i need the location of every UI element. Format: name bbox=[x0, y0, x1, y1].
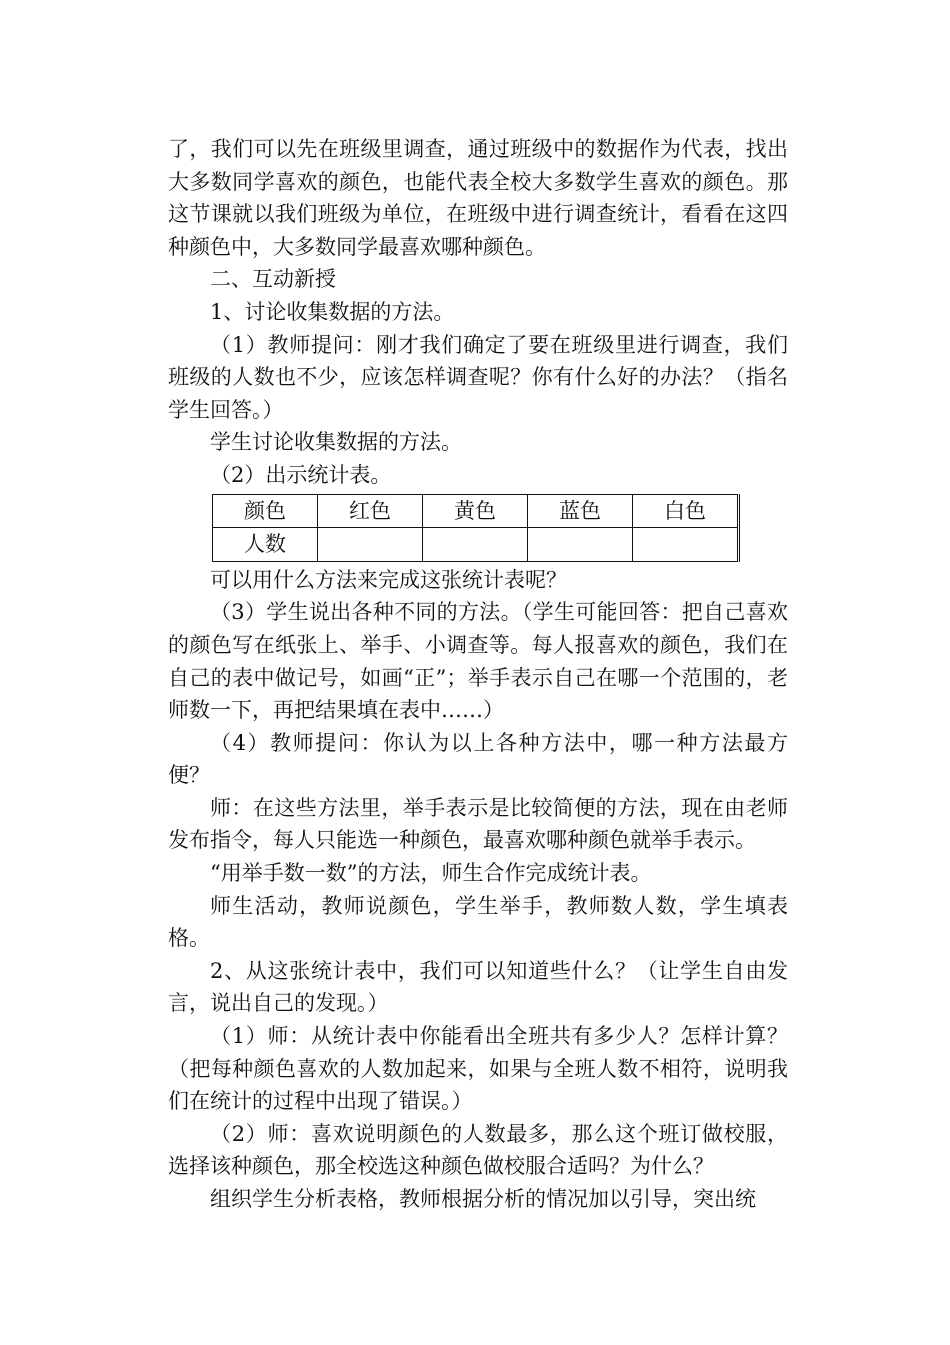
paragraph-group-top bbox=[168, 133, 788, 492]
paragraph: 师生活动，教师说颜色，学生举手，教师数人数，学生填表格。 bbox=[168, 893, 788, 951]
paragraph: 二、互动新授 bbox=[210, 267, 336, 292]
paragraph: 组织学生分析表格，教师根据分析的情况加以引导，突出统 bbox=[210, 1187, 756, 1211]
table-cell: 黄色 bbox=[423, 494, 528, 528]
table-cell bbox=[633, 528, 739, 562]
table-cell bbox=[528, 528, 633, 562]
table-cell: 白色 bbox=[633, 494, 739, 528]
table-cell: 人数 bbox=[213, 528, 318, 562]
color-stat-table bbox=[212, 494, 740, 562]
paragraph: （4）教师提问：你认为以上各种方法中，哪一种方法最方便？ bbox=[168, 730, 788, 788]
table-cell: 蓝色 bbox=[528, 494, 633, 528]
paragraph: （3）学生说出各种不同的方法。（学生可能回答：把自己喜欢的颜色写在纸张上、举手、小调查等。每人报喜欢的颜色，我们在自己的表中做记号，如画“正”；举手表示自己在哪一个范围的，老师数一下，再把结果填在表中……） bbox=[168, 600, 788, 723]
paragraph: 师：在这些方法里，举手表示是比较简便的方法，现在由老师发布指令，每人只能选一种颜色，最喜欢哪种颜色就举手表示。 bbox=[168, 795, 788, 853]
document-body bbox=[168, 133, 788, 1216]
paragraph: （1）师：从统计表中你能看出全班共有多少人？怎样计算？（把每种颜色喜欢的人数加起来，如果与全班人数不相符，说明我们在统计的过程中出现了错误。） bbox=[168, 1024, 788, 1114]
paragraph: （2）师：喜欢说明颜色的人数最多，那么这个班订做校服，选择该种颜色，那全校选这种颜色做校服合适吗？为什么？ bbox=[168, 1121, 788, 1179]
table-header-row bbox=[213, 494, 739, 528]
table-cell: 颜色 bbox=[213, 494, 318, 528]
paragraph: 了，我们可以先在班级里调查，通过班级中的数据作为代表，找出大多数同学喜欢的颜色，也能代表全校大多数学生喜欢的颜色。那这节课就以我们班级为单位，在班级中进行调查统计，看看在这四种颜色中，大多数同学最喜欢哪种颜色。 bbox=[168, 137, 788, 259]
paragraph: 可以用什么方法来完成这张统计表呢？ bbox=[210, 567, 567, 592]
paragraph: 2、从这张统计表中，我们可以知道些什么？（让学生自由发言，说出自己的发现。） bbox=[168, 958, 788, 1016]
paragraph-group-bottom bbox=[168, 564, 788, 1216]
paragraph: “用举手数一数”的方法，师生合作完成统计表。 bbox=[210, 861, 652, 886]
paragraph: （2）出示统计表。 bbox=[210, 462, 392, 487]
paragraph: （1）教师提问：刚才我们确定了要在班级里进行调查，我们班级的人数也不少，应该怎样调查呢？你有什么好的办法？（指名学生回答。） bbox=[168, 332, 788, 422]
table-cell bbox=[423, 528, 528, 562]
table-cell bbox=[318, 528, 423, 562]
table-cell: 红色 bbox=[318, 494, 423, 528]
paragraph: 学生讨论收集数据的方法。 bbox=[210, 430, 462, 455]
paragraph: 1、讨论收集数据的方法。 bbox=[210, 299, 455, 324]
table-row bbox=[213, 528, 739, 562]
